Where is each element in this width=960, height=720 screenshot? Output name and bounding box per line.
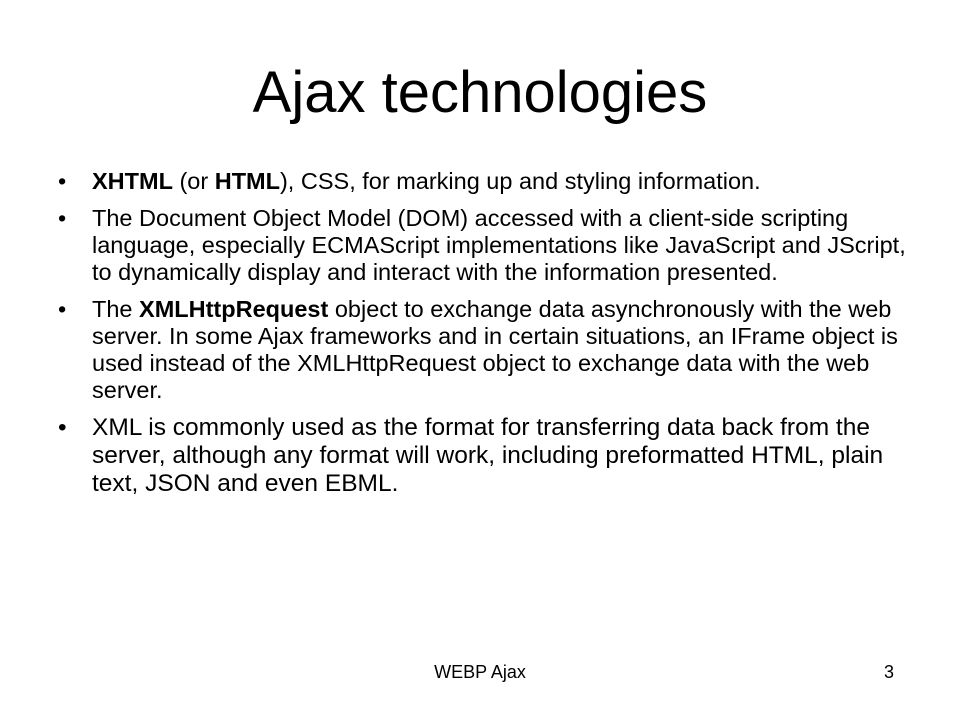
bullet-list (58, 168, 908, 498)
bullet-text-xmlhttprequest: The XMLHttpRequest object to exchange data asynchronously with the web server. In some Ajax frameworks and in certain situations, an IFrame object is used instead of the XMLHttpRequest object to exchange data with the web server. (92, 296, 898, 403)
bullet-item-xmlhttprequest (58, 296, 908, 404)
bullet-item-xml (58, 414, 908, 498)
bullet-item-dom (58, 205, 908, 286)
page-number: 3 (884, 662, 895, 682)
bullet-marker: • (58, 168, 67, 194)
bullet-marker: • (58, 414, 67, 441)
bullet-marker: • (58, 205, 67, 231)
bullet-item-xhtml (58, 168, 908, 195)
footer-title: WEBP Ajax (434, 662, 526, 682)
bullet-text-xml: XML is commonly used as the format for transferring data back from the server, although any format will work, including preformatted HTML, plain text, JSON and even EBML. (92, 414, 884, 497)
bullet-marker: • (58, 296, 67, 322)
slide-title: Ajax technologies (252, 60, 708, 125)
bullet-text-dom: The Document Object Model (DOM) accessed with a client-side scripting language, especially ECMAScript implementations like JavaScript and JScript, to dynamically display and interact with the information presented. (92, 205, 906, 285)
bullet-text-xhtml: XHTML (or HTML), CSS, for marking up and styling information. (92, 168, 761, 194)
